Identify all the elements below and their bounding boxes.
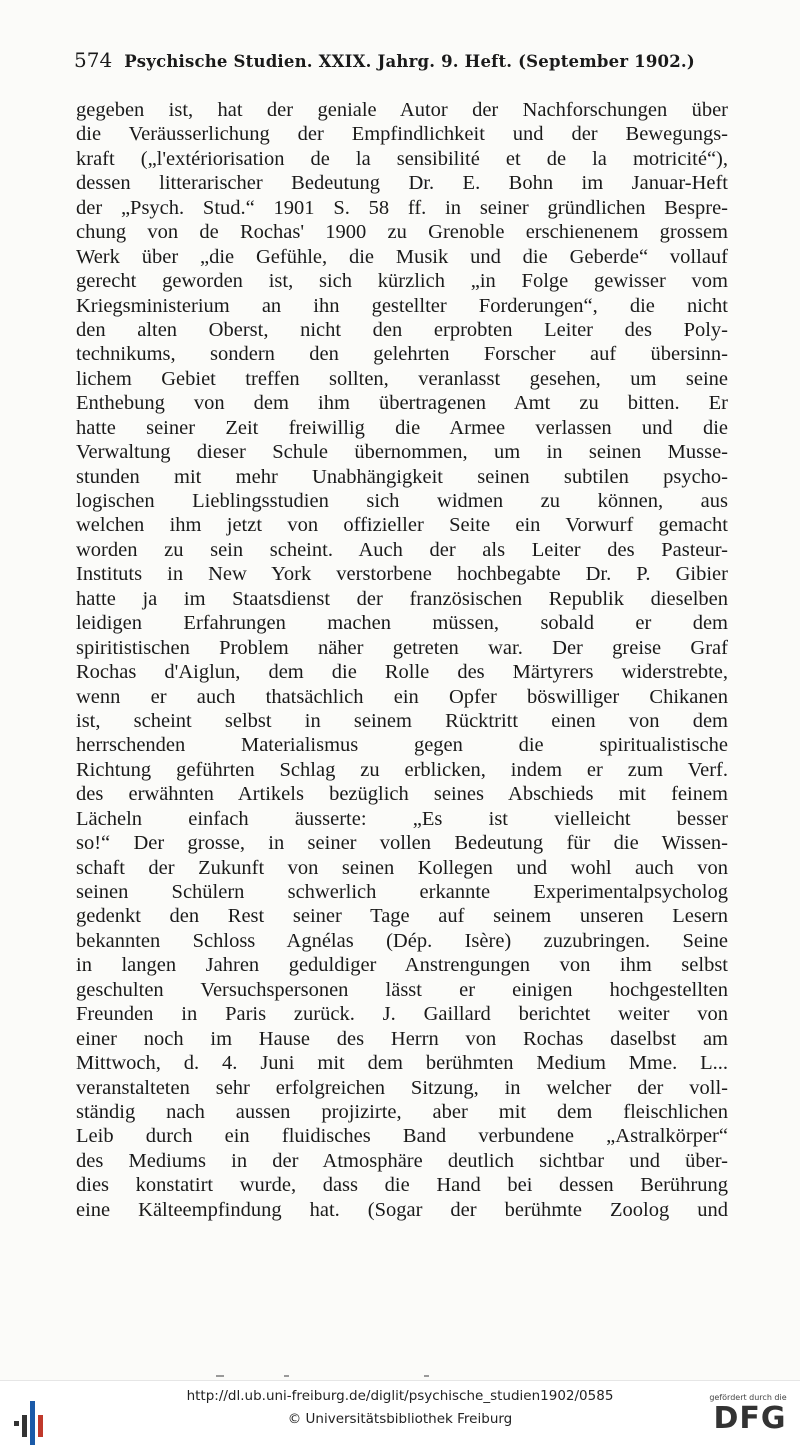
text-line: wenn er auch thatsächlich ein Opfer böswilliger Chikanen [76,685,728,708]
running-title: Psychische Studien. XXIX. Jahrg. 9. Heft. (September 1902.) [124,52,695,71]
text-line: stunden mit mehr Unabhängigkeit seinen subtilen psycho- [76,465,728,488]
text-line: dies konstatirt wurde, dass die Hand bei dessen Berührung [76,1174,728,1197]
text-line: Freunden in Paris zurück. J. Gaillard berichtet weiter von [76,1003,728,1026]
text-line: des erwähnten Artikels bezüglich seines Abschieds mit feinem [76,783,728,806]
text-line: schaft der Zukunft von seinen Kollegen und wohl auch von [76,856,728,879]
text-line: leidigen Erfahrungen machen müssen, sobald er dem [76,612,728,635]
text-line: ständig nach aussen projizirte, aber mit dem fleischlichen [76,1100,728,1123]
text-line: Leib durch ein fluidisches Band verbundene „Astralkörper“ [76,1125,728,1148]
text-line: spiritistischen Problem näher getreten war. Der greise Graf [76,636,728,659]
text-line: Richtung geführten Schlag zu erblicken, indem er zum Verf. [76,758,728,781]
text-line: so!“ Der grosse, in seiner vollen Bedeutung für die Wissen- [76,832,728,855]
text-line: der „Psych. Stud.“ 1901 S. 58 ff. in seiner gründlichen Bespre- [76,196,728,219]
text-line: veranstalteten sehr erfolgreichen Sitzung, in welcher der voll- [76,1076,728,1099]
text-line: geschulten Versuchspersonen lässt er einigen hochgestellten [76,978,728,1001]
text-line: dessen litterarischer Bedeutung Dr. E. Bohn im Januar-Heft [76,172,728,195]
text-line: seinen Schülern schwerlich erkannte Experimentalpsycholog [76,881,728,903]
text-line: eine Kälteempfindung hat. (Sogar der berühmte Zoolog und [76,1198,728,1221]
text-line: den alten Oberst, nicht den erprobten Leiter des Poly- [76,318,728,341]
scan-mark [424,1375,429,1377]
text-line: Verwaltung dieser Schule übernommen, um in seinen Musse- [76,441,728,464]
running-header [74,48,726,72]
page-number: 574 [74,48,113,72]
copyright-notice: © Universitätsbibliothek Freiburg [287,1411,513,1427]
text-line: welchen ihm jetzt von offizieller Seite ein Vorwurf gemacht [76,514,728,537]
scan-mark [284,1375,289,1377]
text-line: hatte seiner Zeit freiwillig die Armee verlassen und die [76,416,728,439]
text-line: Instituts in New York verstorbene hochbegabte Dr. P. Gibier [76,563,728,586]
text-line: technikums, sondern den gelehrten Forscher auf übersinn- [76,343,728,366]
text-line: gegeben ist, hat der geniale Autor der Nachforschungen über [76,99,728,121]
text-line: logischen Lieblingsstudien sich widmen zu können, aus [76,490,728,512]
text-line: chung von de Rochas' 1900 zu Grenoble erschienenem grossem [76,221,728,244]
text-line: des Mediums in der Atmosphäre deutlich sichtbar und über- [76,1149,728,1172]
text-line: einer noch im Hause des Herrn von Rochas daselbst am [76,1027,728,1050]
text-line: worden zu sein scheint. Auch der als Leiter des Pasteur- [76,538,728,561]
dfg-logo-icon: DFG [713,1401,787,1436]
text-line: bekannten Schloss Agnélas (Dép. Isère) zuzubringen. Seine [76,929,728,952]
text-line: gerecht geworden ist, sich kürzlich „in Folge gewisser vom [76,270,728,293]
viewer-footer [0,1380,800,1451]
text-line: Mittwoch, d. 4. Juni mit dem berühmten Medium Mme. L... [76,1052,728,1075]
funding-note: gefördert durch die [709,1393,787,1402]
text-line: herrschenden Materialismus gegen die spiritualistische [76,734,728,757]
body-text [76,98,728,1222]
permalink-url[interactable]: http://dl.ub.uni-freiburg.de/diglit/psychische_studien1902/0585 [186,1388,614,1404]
text-line: Lächeln einfach äusserte: „Es ist vielleicht besser [76,807,728,830]
text-line: Werk über „die Gefühle, die Musik und die Geberde“ vollauf [76,245,728,268]
text-line: lichem Gebiet treffen sollten, veranlasst gesehen, um seine [76,367,728,390]
text-line: in langen Jahren geduldiger Anstrengungen von ihm selbst [76,954,728,977]
scan-mark [216,1375,224,1377]
text-line: gedenkt den Rest seiner Tage auf seinem unseren Lesern [76,905,728,928]
text-line: Kriegsministerium an ihn gestellter Forderungen“, die nicht [76,294,728,317]
text-line: Rochas d'Aiglun, dem die Rolle des Märtyrers widerstrebte, [76,661,728,684]
text-line: ist, scheint selbst in seinem Rücktritt einen von dem [76,709,728,732]
text-line: kraft („l'extériorisation de la sensibilité et de la motricité“), [76,147,728,170]
text-line: Enthebung von dem ihm übertragenen Amt zu bitten. Er [76,392,728,415]
text-line: hatte ja im Staatsdienst der französischen Republik dieselben [76,587,728,610]
text-line: die Veräusserlichung der Empfindlichkeit und der Bewegungs- [76,123,728,146]
